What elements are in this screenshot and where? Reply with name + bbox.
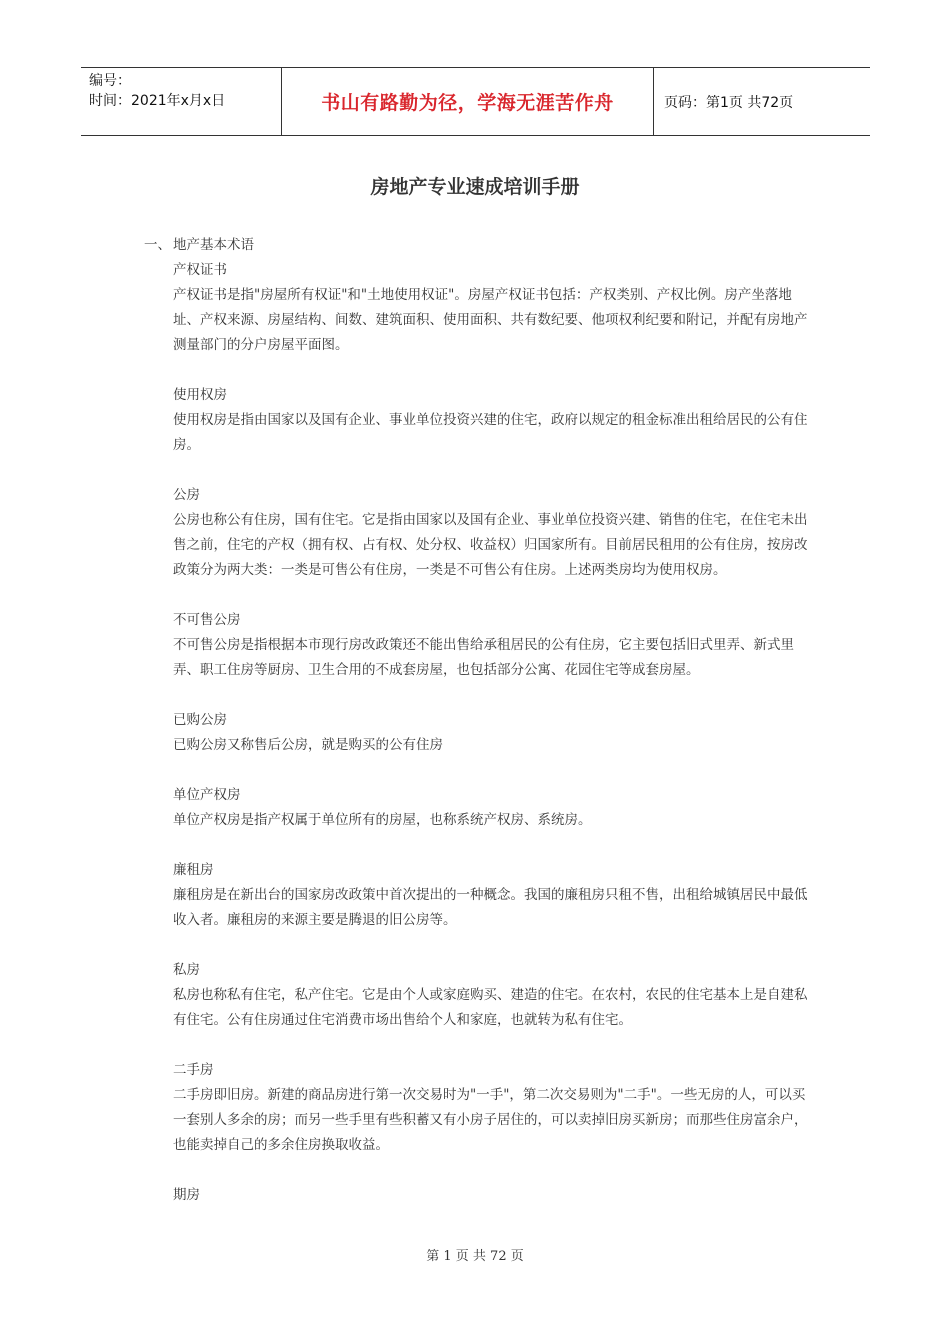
term-heading: 已购公房 [173, 712, 227, 728]
term-entry [173, 958, 813, 1033]
header-number-label: 编号： [89, 73, 131, 89]
term-entry [173, 608, 813, 683]
term-definition: 单位产权房是指产权属于单位所有的房屋，也称系统产权房、系统房。 [173, 812, 592, 828]
term-heading: 期房 [173, 1187, 200, 1203]
term-definition: 二手房即旧房。新建的商品房进行第一次交易时为"一手"，第二次交易则为"二手"。一些无房的人，可以买一套别人多余的房；而另一些手里有些积蓄又有小房子居住的，可以卖掉旧房买新房；而那些住房富余户，也能卖掉自己的多余住房换取收益。 [173, 1087, 808, 1153]
term-heading: 单位产权房 [173, 787, 241, 803]
term-heading: 使用权房 [173, 387, 227, 403]
term-heading: 产权证书 [173, 262, 227, 278]
term-entry [173, 1183, 813, 1208]
term-heading: 廉租房 [173, 862, 214, 878]
term-entry [173, 858, 813, 933]
term-entry [173, 483, 813, 583]
term-definition: 私房也称私有住宅，私产住宅。它是由个人或家庭购买、建造的住宅。在农村，农民的住宅基本上是自建私有住宅。公有住房通过住宅消费市场出售给个人和家庭，也就转为私有住宅。 [173, 987, 808, 1028]
term-definition: 产权证书是指"房屋所有权证"和"土地使用权证"。房屋产权证书包括：产权类别、产权比例。房产坐落地址、产权来源、房屋结构、间数、建筑面积、使用面积、共有数纪要、他项权利纪要和附记，并配有房地产测量部门的分户房屋平面图。 [173, 287, 808, 353]
header-motto: 书山有路勤为径，学海无涯苦作舟 [281, 68, 654, 135]
term-entry [173, 1058, 813, 1158]
section-title: 地产基本术语 [173, 237, 254, 253]
term-definition: 已购公房又称售后公房，就是购买的公有住房 [173, 737, 443, 753]
section-heading [144, 233, 813, 258]
header-time-label: 时间：2021年x月x日 [89, 93, 226, 109]
term-definition: 廉租房是在新出台的国家房改政策中首次提出的一种概念。我国的廉租房只租不售，出租给城镇居民中最低收入者。廉租房的来源主要是腾退的旧公房等。 [173, 887, 808, 928]
term-entry [173, 783, 813, 833]
term-definition: 公房也称公有住房，国有住宅。它是指由国家以及国有企业、事业单位投资兴建、销售的住宅，在住宅未出售之前，住宅的产权（拥有权、占有权、处分权、收益权）归国家所有。目前居民租用的公有住房，按房改政策分为两大类：一类是可售公有住房，一类是不可售公有住房。上述两类房均为使用权房。 [173, 512, 808, 578]
term-entry [173, 383, 813, 458]
page-header [81, 67, 870, 136]
document-title: 房地产专业速成培训手册 [370, 176, 580, 198]
term-definition: 不可售公房是指根据本市现行房改政策还不能出售给承租居民的公有住房，它主要包括旧式里弄、新式里弄、职工住房等厨房、卫生合用的不成套房屋，也包括部分公寓、花园住宅等成套房屋。 [173, 637, 794, 678]
section-number: 一、 [144, 237, 171, 253]
term-heading: 公房 [173, 487, 200, 503]
term-entry [173, 258, 813, 358]
term-entry [173, 708, 813, 758]
term-heading: 私房 [173, 962, 200, 978]
document-body [144, 233, 813, 1233]
term-heading: 不可售公房 [173, 612, 241, 628]
term-list [173, 258, 813, 1208]
page-footer: 第 1 页 共 72 页 [426, 1249, 524, 1264]
term-definition: 使用权房是指由国家以及国有企业、事业单位投资兴建的住宅，政府以规定的租金标准出租给居民的公有住房。 [173, 412, 808, 453]
header-meta [81, 68, 281, 135]
term-heading: 二手房 [173, 1062, 214, 1078]
header-page-info: 页码：第1页 共72页 [664, 94, 794, 111]
